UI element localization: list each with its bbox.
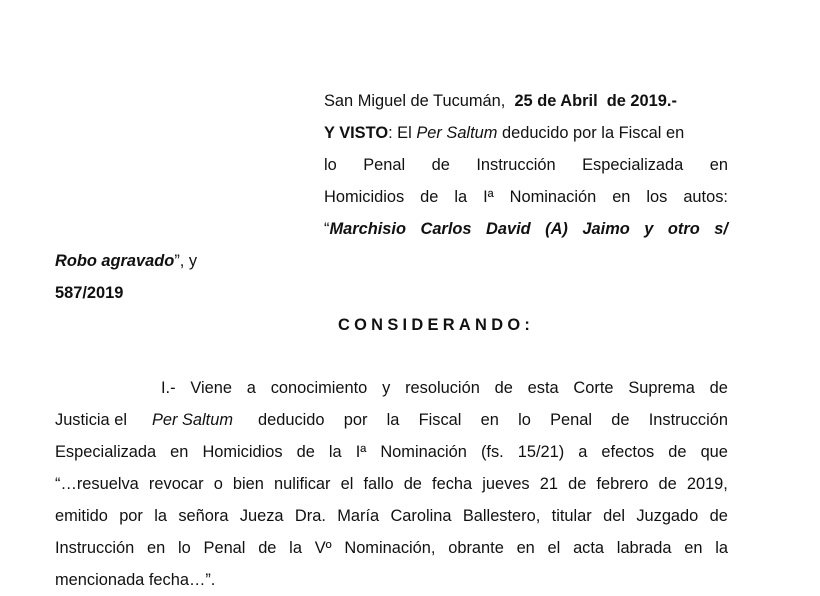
word: en bbox=[684, 539, 703, 557]
p1-line2-b bbox=[258, 410, 728, 430]
word: Corte bbox=[573, 379, 614, 397]
word: por bbox=[343, 411, 368, 429]
visto-label: Y VISTO bbox=[324, 124, 389, 142]
word: Especializada bbox=[582, 156, 684, 174]
word: Iª bbox=[483, 188, 494, 206]
word: Penal bbox=[363, 156, 406, 174]
word: Instrucción bbox=[476, 156, 556, 174]
word: Especializada bbox=[55, 443, 157, 461]
word: a bbox=[246, 379, 256, 397]
word: (A) bbox=[545, 220, 568, 238]
word: señora bbox=[178, 507, 229, 525]
year: de 2019.- bbox=[606, 92, 677, 110]
word: de bbox=[420, 188, 439, 206]
word: y bbox=[644, 220, 654, 238]
case-title-line-2 bbox=[55, 251, 197, 271]
word: que bbox=[700, 443, 728, 461]
word: de bbox=[296, 443, 315, 461]
word: de bbox=[431, 156, 450, 174]
paragraph-line-5 bbox=[55, 506, 728, 526]
paragraph-line-3 bbox=[55, 442, 728, 462]
word: conocimiento bbox=[270, 379, 368, 397]
word: Vº bbox=[314, 539, 332, 557]
word: 2019, bbox=[686, 475, 728, 493]
p1-line2-per-saltum: Per Saltum bbox=[151, 411, 234, 429]
word: Ballestero, bbox=[462, 507, 541, 525]
visto-text-a: : El bbox=[388, 124, 412, 142]
word: lo bbox=[178, 539, 191, 557]
word: la bbox=[454, 188, 468, 206]
word: fecha bbox=[432, 475, 473, 493]
word: la bbox=[386, 411, 400, 429]
word: Penal bbox=[203, 539, 246, 557]
word: en bbox=[612, 188, 631, 206]
word: o bbox=[213, 475, 223, 493]
word: Nominación bbox=[509, 188, 597, 206]
visto-line-2 bbox=[324, 155, 728, 175]
per-saltum: Per Saltum bbox=[416, 124, 498, 142]
word: de bbox=[258, 539, 277, 557]
word: nulificar bbox=[274, 475, 331, 493]
case-title-line-1 bbox=[324, 219, 728, 239]
word: David bbox=[486, 220, 531, 238]
word: la bbox=[289, 539, 302, 557]
case-title-words bbox=[329, 219, 728, 239]
word: a bbox=[578, 443, 588, 461]
word: revocar bbox=[148, 475, 204, 493]
word: de bbox=[709, 379, 728, 397]
word: esta bbox=[527, 379, 559, 397]
word: de bbox=[709, 507, 728, 525]
word: de bbox=[658, 475, 677, 493]
word: por bbox=[119, 507, 143, 525]
word: en bbox=[147, 539, 166, 557]
word: el bbox=[547, 539, 561, 557]
paragraph-line-7: mencionada fecha…”. bbox=[55, 571, 216, 589]
word: en bbox=[709, 156, 728, 174]
paragraph-line-2 bbox=[55, 410, 728, 430]
date-line bbox=[324, 91, 677, 111]
word: (fs. bbox=[480, 443, 504, 461]
paragraph-line-6 bbox=[55, 538, 728, 558]
word: Juzgado bbox=[636, 507, 699, 525]
word: María bbox=[337, 507, 380, 525]
word: autos: bbox=[683, 188, 728, 206]
word: de bbox=[494, 379, 513, 397]
word: 15/21) bbox=[517, 443, 565, 461]
word: febrero bbox=[596, 475, 649, 493]
word: labrada bbox=[616, 539, 672, 557]
visto-line-1 bbox=[324, 123, 684, 143]
word: del bbox=[603, 507, 625, 525]
word: 21 bbox=[539, 475, 558, 493]
visto-text-b: deducido por la Fiscal en bbox=[501, 124, 685, 142]
word: en bbox=[480, 411, 499, 429]
word: Jaimo bbox=[582, 220, 630, 238]
word: Jueza bbox=[239, 507, 284, 525]
word: la bbox=[154, 507, 167, 525]
word: el bbox=[340, 475, 354, 493]
word: obrante bbox=[448, 539, 504, 557]
word: Carolina bbox=[390, 507, 452, 525]
word: Instrucción bbox=[648, 411, 728, 429]
word: fallo bbox=[363, 475, 394, 493]
word: Nominación bbox=[380, 443, 467, 461]
word: Iª bbox=[355, 443, 367, 461]
word: y bbox=[382, 379, 391, 397]
word: otro bbox=[667, 220, 700, 238]
word: titular bbox=[551, 507, 592, 525]
word: Dra. bbox=[294, 507, 326, 525]
word: Homicidios bbox=[202, 443, 283, 461]
paragraph-line-1 bbox=[161, 378, 728, 398]
word: deducido bbox=[257, 411, 325, 429]
case-close: ”, y bbox=[174, 252, 198, 270]
case-title-end: Robo agravado bbox=[55, 252, 175, 270]
word: emitido bbox=[55, 507, 108, 525]
paragraph-line-4 bbox=[55, 474, 728, 494]
word: s/ bbox=[714, 220, 728, 238]
date: 25 de Abril bbox=[514, 92, 598, 110]
word: resolución bbox=[405, 379, 480, 397]
word: en bbox=[170, 443, 189, 461]
word: Nominación, bbox=[344, 539, 436, 557]
word: lo bbox=[518, 411, 531, 429]
word: de bbox=[403, 475, 422, 493]
visto-line-3 bbox=[324, 187, 728, 207]
word: acta bbox=[573, 539, 605, 557]
word: Marchisio bbox=[329, 220, 406, 238]
word: en bbox=[516, 539, 535, 557]
word: lo bbox=[324, 156, 337, 174]
word: Instrucción bbox=[55, 539, 135, 557]
p1-line2-a: Justicia el bbox=[55, 411, 127, 429]
word: Fiscal bbox=[418, 411, 462, 429]
word: jueves bbox=[482, 475, 530, 493]
word: Viene bbox=[190, 379, 232, 397]
word: Carlos bbox=[420, 220, 472, 238]
word: los bbox=[646, 188, 668, 206]
word: bien bbox=[232, 475, 264, 493]
word: Suprema bbox=[628, 379, 695, 397]
word: “…resuelva bbox=[55, 475, 139, 493]
word: de bbox=[568, 475, 587, 493]
word: I.- bbox=[161, 379, 176, 397]
word: la bbox=[715, 539, 728, 557]
word: Homicidios bbox=[324, 188, 405, 206]
word: efectos bbox=[601, 443, 655, 461]
word: de bbox=[668, 443, 687, 461]
word: de bbox=[611, 411, 630, 429]
file-number: 587/2019 bbox=[55, 284, 124, 302]
case-open-quote: “ bbox=[324, 220, 330, 238]
place: San Miguel de Tucumán, bbox=[324, 92, 506, 110]
word: la bbox=[328, 443, 342, 461]
word: Penal bbox=[550, 411, 593, 429]
considerando-heading: CONSIDERANDO: bbox=[338, 316, 535, 334]
